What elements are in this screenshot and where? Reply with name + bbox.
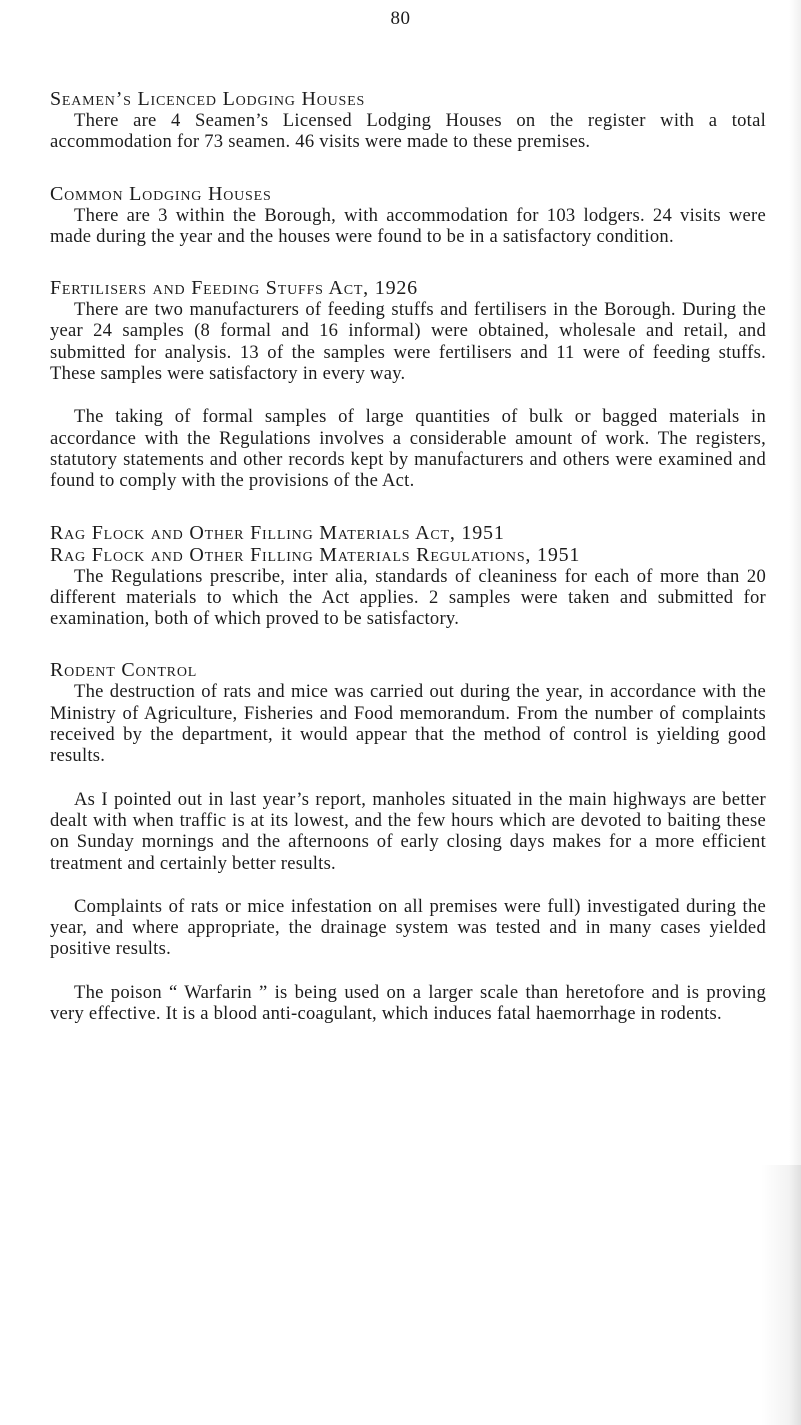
paragraph: The Regulations prescribe, inter alia, standards of cleaniness for each of more than 20 different materials to which the Act applies. 2 samples were taken and submitted for examination, both of which proved to be satisfactory. (50, 565, 766, 630)
section-heading: Common Lodging Houses (50, 182, 272, 205)
section-subheading: Rag Flock and Other Filling Materials Regulations, 1951 (50, 543, 581, 566)
section-heading: Rag Flock and Other Filling Materials Act, 1951 (50, 521, 505, 544)
section-rag-flock (50, 522, 766, 630)
paragraph: The taking of formal samples of large quantities of bulk or bagged materials in accordance with the Regulations involves a considerable amount of work. The registers, statutory statements and other records kept by manufacturers and others were examined and found to comply with the provisions of the Act. (50, 406, 766, 492)
paragraph: As I pointed out in last year’s report, manholes situated in the main highways are better dealt with when traffic is at its lowest, and the few hours which are devoted to baiting these on Sunday mornings and the afternoons of early closing days makes for a more efficient treatment and certainly better results. (50, 788, 766, 874)
page-corner-shadow (761, 1165, 801, 1425)
document-body (50, 88, 766, 1054)
paragraph: There are two manufacturers of feeding stuffs and fertilisers in the Borough. During the year 24 samples (8 formal and 16 informal) were obtained, wholesale and retail, and submitted for analysis. 13 of the samples were fertilisers and 11 were of feeding stuffs. These samples were satisfactory in every way. (50, 299, 766, 385)
section-seamens-lodging-houses (50, 88, 766, 153)
paragraph: The poison “ Warfarin ” is being used on a larger scale than heretofore and is proving very effective. It is a blood anti-coagulant, which induces fatal haemorrhage in rodents. (50, 981, 766, 1025)
section-heading: Seamen’s Licenced Lodging Houses (50, 88, 366, 110)
paragraph: The destruction of rats and mice was carried out during the year, in accordance with the Ministry of Agriculture, Fisheries and Food memorandum. From the number of complaints received by the department, it would appear that the method of control is yielding good results. (50, 681, 766, 767)
section-rodent-control (50, 659, 766, 1024)
paragraph: There are 3 within the Borough, with accommodation for 103 lodgers. 24 visits were made during the year and the houses were found to be in a satisfactory condition. (50, 204, 766, 247)
page-number: 80 (390, 8, 411, 29)
paragraph: There are 4 Seamen’s Licensed Lodging Houses on the register with a total accommodation for 73 seamen. 46 visits were made to these premises. (50, 110, 766, 153)
section-heading: Fertilisers and Feeding Stuffs Act, 1926 (50, 277, 418, 300)
section-heading: Rodent Control (50, 659, 198, 682)
paragraph: Complaints of rats or mice infestation on all premises were full) investigated during the year, and where appropriate, the drainage system was tested and in many cases yielded positive results. (50, 895, 766, 960)
section-common-lodging-houses (50, 183, 766, 248)
section-fertilisers-act (50, 277, 766, 491)
